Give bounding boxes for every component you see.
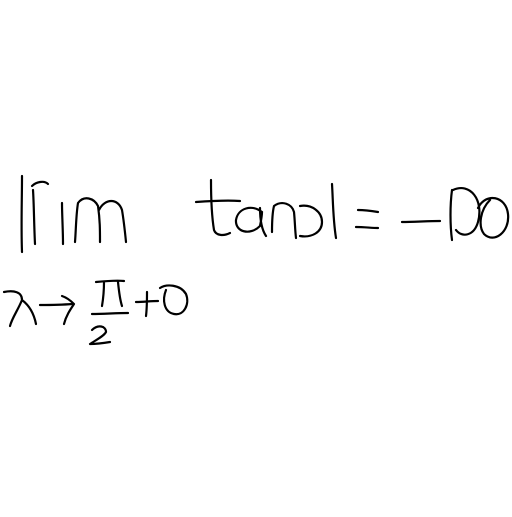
lim-word xyxy=(22,176,126,252)
tan-word xyxy=(196,180,296,238)
result-text: -∞ xyxy=(132,470,145,483)
lim-i-hook xyxy=(32,182,48,186)
expression-body: tan x xyxy=(87,470,115,483)
subscript-variable: x xyxy=(24,470,31,483)
sub-x xyxy=(4,291,36,326)
equals-bottom xyxy=(356,227,378,228)
sub-fraction-bar xyxy=(92,313,128,314)
sub-pi xyxy=(96,281,124,306)
equals-top xyxy=(358,210,378,212)
x-variable xyxy=(300,184,336,238)
tan-t-stem xyxy=(211,180,230,235)
sub-zero xyxy=(160,286,187,315)
subscript-offset: +0 xyxy=(68,470,84,483)
x-left xyxy=(300,206,322,237)
lim-m xyxy=(75,198,126,242)
equals-sign xyxy=(356,210,378,228)
infinity-left-stroke xyxy=(451,190,453,240)
function-name: lim xyxy=(4,470,21,483)
sub-arrow-head xyxy=(62,296,74,324)
subscript-arrow: → xyxy=(34,470,43,483)
equals-text: = xyxy=(119,470,128,483)
tan-a xyxy=(236,208,266,236)
infinity-loops xyxy=(453,188,508,238)
x-right xyxy=(332,184,336,238)
lim-i xyxy=(33,190,35,244)
expression-text xyxy=(4,470,508,483)
lim-i-stem xyxy=(62,203,63,244)
subscript-numerator: π xyxy=(47,470,54,483)
latex-text: \lim_{x \to \frac{\pi}{2}+0} \tan x = -\infty xyxy=(148,470,390,483)
tan-t-bar xyxy=(196,201,240,202)
subscript-denominator: 2 xyxy=(57,470,64,483)
sub-arrow-shaft xyxy=(40,304,72,305)
sub-plus xyxy=(136,292,158,316)
minus-sign xyxy=(402,221,440,222)
tan-n xyxy=(272,203,296,238)
negative-infinity xyxy=(402,188,508,240)
limit-subscript xyxy=(4,281,187,344)
sub-denominator-2 xyxy=(90,326,110,344)
